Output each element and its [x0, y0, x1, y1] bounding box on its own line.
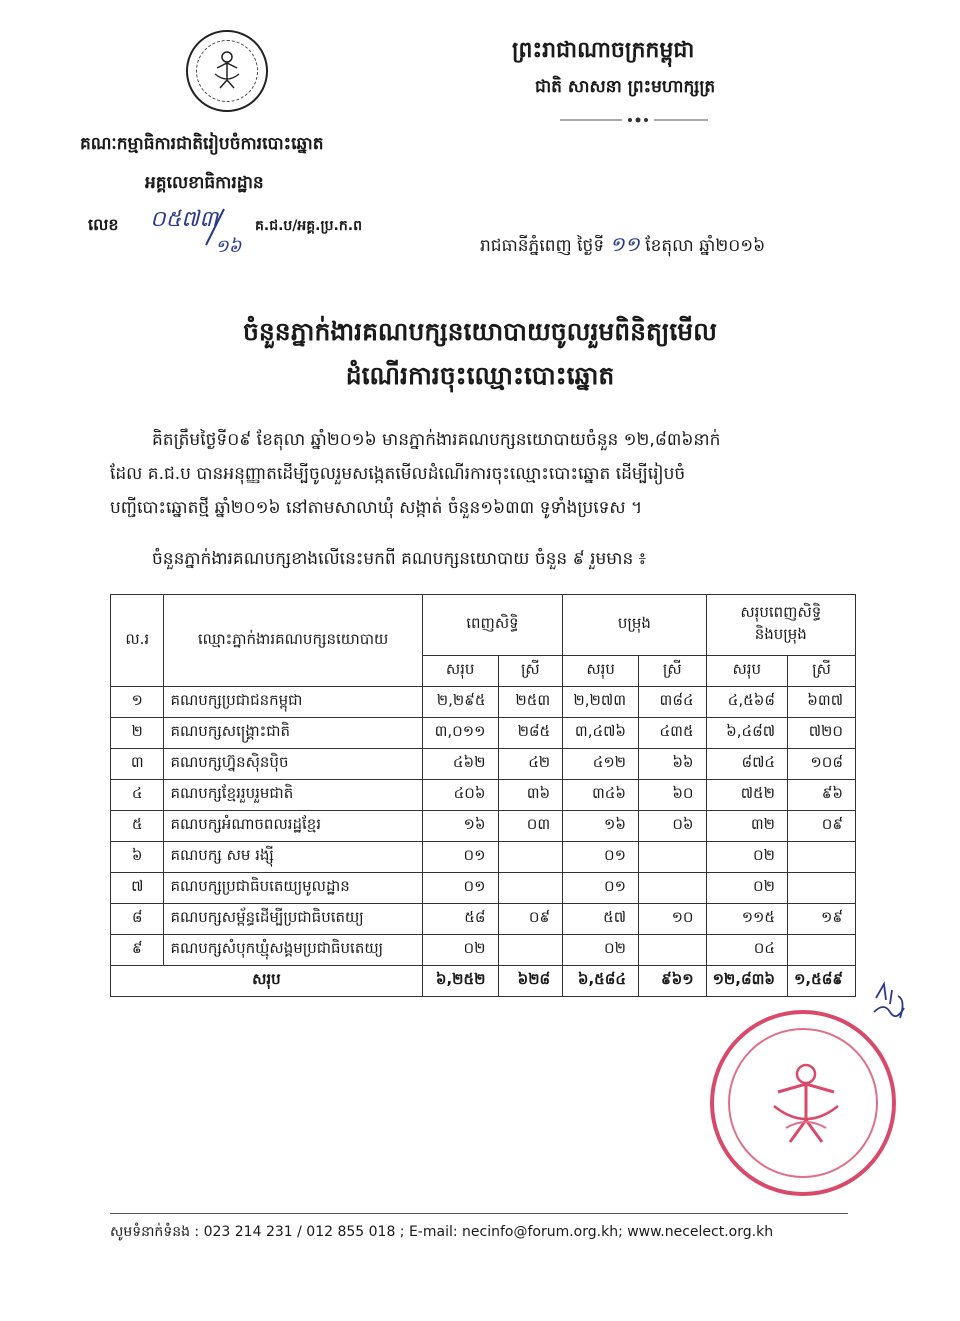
row-sum-total: ០៤: [706, 935, 787, 966]
subheader-female: ស្រី: [639, 656, 707, 687]
date-prefix: រាជធានីភ្នំពេញ ថ្ងៃទី: [480, 236, 605, 256]
header-combined-line2: និងបម្រុង: [754, 625, 807, 643]
document-title-line1: ចំនួនភ្នាក់ងារគណបក្សនយោបាយចូលរួមពិនិត្យមើល: [243, 317, 717, 346]
national-motto: ជាតិ សាសនា ព្រះមហាក្សត្រ: [535, 77, 716, 97]
row-sum-female: ៦៣៧: [788, 687, 856, 718]
ref-number-handwritten: ០៥៧៣: [150, 207, 218, 232]
total-reserve-total: ៦,៥៨៤: [563, 966, 639, 997]
row-full-total: ០១: [422, 842, 498, 873]
row-reserve-female: [639, 935, 707, 966]
row-reserve-female: ៣៨៤: [639, 687, 707, 718]
table-row: [111, 749, 856, 780]
row-full-total: ៤០៦: [422, 780, 498, 811]
row-reserve-female: ០៦: [639, 811, 707, 842]
row-full-female: ០៣: [498, 811, 563, 842]
table-row: [111, 718, 856, 749]
row-reserve-total: ៤១២: [563, 749, 639, 780]
total-reserve-female: ៩៦១: [639, 966, 707, 997]
footer-divider: [110, 1213, 848, 1214]
row-sum-total: ៦,៤៨៧: [706, 718, 787, 749]
row-no: ១: [111, 687, 164, 718]
row-reserve-female: ១០: [639, 904, 707, 935]
footer-contact: សូមទំនាក់ទំនង : 023 214 231 / 012 855 018 ; E-mail: necinfo@forum.org.kh; www.necelect.org.kh: [110, 1224, 774, 1240]
row-reserve-total: ៣,៤៧៦: [563, 718, 639, 749]
row-no: ៣: [111, 749, 164, 780]
total-full-female: ៦២៨: [498, 966, 563, 997]
row-party-name: គណបក្ស សម រង្ស៊ី: [164, 842, 422, 873]
row-reserve-female: [639, 873, 707, 904]
table-row: [111, 904, 856, 935]
total-sum-female: ១,៥៨៩: [788, 966, 856, 997]
row-no: ៨: [111, 904, 164, 935]
row-full-female: ២៥៣: [498, 687, 563, 718]
row-reserve-total: ០១: [563, 873, 639, 904]
party-agents-table: [110, 594, 856, 997]
row-no: ៤: [111, 780, 164, 811]
table-row: [111, 935, 856, 966]
row-no: ៧: [111, 873, 164, 904]
row-party-name: គណបក្សអំណាចពលរដ្ឋខ្មែរ: [164, 811, 422, 842]
row-full-total: ៥៨: [422, 904, 498, 935]
paragraph-2: ចំនួនភ្នាក់ងារគណបក្សខាងលើនេះមកពី គណបក្សនយោបាយ ចំនួន ៩ រួមមាន ៖: [152, 549, 647, 569]
subheader-total: សរុប: [422, 656, 498, 687]
row-sum-total: ០២: [706, 873, 787, 904]
row-sum-total: ៨៧៤: [706, 749, 787, 780]
total-label: សរុប: [111, 966, 423, 997]
ref-label: លេខ: [88, 215, 119, 234]
issuing-committee: គណៈកម្មាធិការជាតិរៀបចំការបោះឆ្នោត: [80, 134, 324, 154]
row-party-name: គណបក្សសម្ព័ន្ធដើម្បីប្រជាធិបតេយ្យ: [164, 904, 422, 935]
row-sum-total: ០២: [706, 842, 787, 873]
header-no: ល.រ: [111, 595, 164, 687]
kingdom-title: ព្រះរាជាណាចក្រកម្ពុជា: [512, 38, 695, 63]
row-reserve-female: ៦០: [639, 780, 707, 811]
row-no: ២: [111, 718, 164, 749]
row-full-total: ០២: [422, 935, 498, 966]
table-row: [111, 811, 856, 842]
row-sum-female: ១៩: [788, 904, 856, 935]
header-combined-line1: សរុបពេញសិទ្ធិ: [740, 603, 822, 621]
row-full-total: ១៦: [422, 811, 498, 842]
row-full-female: ៤២: [498, 749, 563, 780]
row-full-female: [498, 935, 563, 966]
row-party-name: គណបក្សសង្គ្រោះជាតិ: [164, 718, 422, 749]
row-sum-total: ៧៥២: [706, 780, 787, 811]
total-full-total: ៦,២៥២: [422, 966, 498, 997]
row-full-female: ២៨៥: [498, 718, 563, 749]
header-party-name: ឈ្មោះភ្នាក់ងារគណបក្សនយោបាយ: [164, 595, 422, 687]
row-sum-female: ០៩: [788, 811, 856, 842]
header-combined: [706, 595, 855, 656]
stamp-emblem-icon: [766, 1058, 846, 1148]
row-sum-female: [788, 842, 856, 873]
row-reserve-total: ០២: [563, 935, 639, 966]
row-no: ៩: [111, 935, 164, 966]
row-sum-total: ៤,៥៦៨: [706, 687, 787, 718]
header-ornament: [560, 117, 708, 123]
row-party-name: គណបក្សសំបុកឃ្មុំសង្គមប្រជាធិបតេយ្យ: [164, 935, 422, 966]
row-full-female: ៣៦: [498, 780, 563, 811]
row-sum-female: [788, 935, 856, 966]
table-total-row: [111, 966, 856, 997]
row-sum-female: [788, 873, 856, 904]
row-sum-female: ១០៨: [788, 749, 856, 780]
row-no: ៦: [111, 842, 164, 873]
subheader-female: ស្រី: [498, 656, 563, 687]
secretariat-general: អគ្គលេខាធិការដ្ឋាន: [145, 173, 264, 193]
row-full-total: ៣,០១១: [422, 718, 498, 749]
row-party-name: គណបក្សប្រជាធិបតេយ្យមូលដ្ឋាន: [164, 873, 422, 904]
row-reserve-total: ៥៧: [563, 904, 639, 935]
row-reserve-female: [639, 842, 707, 873]
table-row: [111, 873, 856, 904]
date-day-handwritten: ១១: [609, 232, 640, 256]
row-full-female: ០៩: [498, 904, 563, 935]
row-reserve-total: ១៦: [563, 811, 639, 842]
row-sum-female: ៧២០: [788, 718, 856, 749]
row-reserve-female: ៤៣៥: [639, 718, 707, 749]
table-row: [111, 780, 856, 811]
subheader-total: សរុប: [563, 656, 639, 687]
row-sum-total: ៣២: [706, 811, 787, 842]
row-full-total: ២,២៩៥: [422, 687, 498, 718]
row-full-female: [498, 873, 563, 904]
paragraph-1-line-1: គិតត្រឹមថ្ងៃទី០៩ ខែតុលា ឆ្នាំ២០១៦ មានភ្នាក់ងារគណបក្សនយោបាយចំនួន ១២,៨៣៦នាក់: [152, 430, 721, 450]
table-row: [111, 842, 856, 873]
document-title-line2: ដំណើរការចុះឈ្មោះបោះឆ្នោត: [345, 361, 615, 390]
row-party-name: គណបក្សហ្វ៊ុនស៊ិនប៉ិច: [164, 749, 422, 780]
ref-suffix-handwritten: ១៦: [215, 236, 242, 257]
paragraph-1-line-2: ដែល គ.ជ.ប បានអនុញ្ញាតដើម្បីចូលរួមសង្កេតមើលដំណើរការចុះឈ្មោះបោះឆ្នោត ដើម្បីរៀបចំ: [110, 464, 686, 484]
row-no: ៥: [111, 811, 164, 842]
header-reserve: បម្រុង: [563, 595, 706, 656]
row-party-name: គណបក្សប្រជាជនកម្ពុជា: [164, 687, 422, 718]
official-red-stamp: [710, 1010, 896, 1196]
date-suffix: ខែតុលា ឆ្នាំ២០១៦: [645, 236, 766, 256]
row-full-total: ៤៦២: [422, 749, 498, 780]
row-reserve-female: ៦៦: [639, 749, 707, 780]
issue-date: [480, 231, 765, 261]
row-sum-female: ៩៦: [788, 780, 856, 811]
row-full-total: ០១: [422, 873, 498, 904]
emblem-figure-icon: [212, 50, 242, 90]
row-full-female: [498, 842, 563, 873]
ref-code: គ.ជ.ប/អគ្គ.ប្រ.ក.ព: [255, 218, 362, 234]
signature-initials: [870, 978, 910, 1026]
row-party-name: គណបក្សខ្មែររួបរួមជាតិ: [164, 780, 422, 811]
header-full-rights: ពេញសិទ្ធិ: [422, 595, 562, 656]
subheader-total: សរុប: [706, 656, 787, 687]
row-reserve-total: ០១: [563, 842, 639, 873]
table-row: [111, 687, 856, 718]
row-sum-total: ១១៥: [706, 904, 787, 935]
total-sum-total: ១២,៨៣៦: [706, 966, 787, 997]
nec-emblem-seal: [186, 30, 268, 112]
row-reserve-total: ៣៤៦: [563, 780, 639, 811]
paragraph-1-line-3: បញ្ជីបោះឆ្នោតថ្មី ឆ្នាំ២០១៦ នៅតាមសាលាឃុំ សង្កាត់ ចំនួន១៦៣៣ ទូទាំងប្រទេស ។: [110, 498, 643, 518]
subheader-female: ស្រី: [788, 656, 856, 687]
row-reserve-total: ២,២៧៣: [563, 687, 639, 718]
